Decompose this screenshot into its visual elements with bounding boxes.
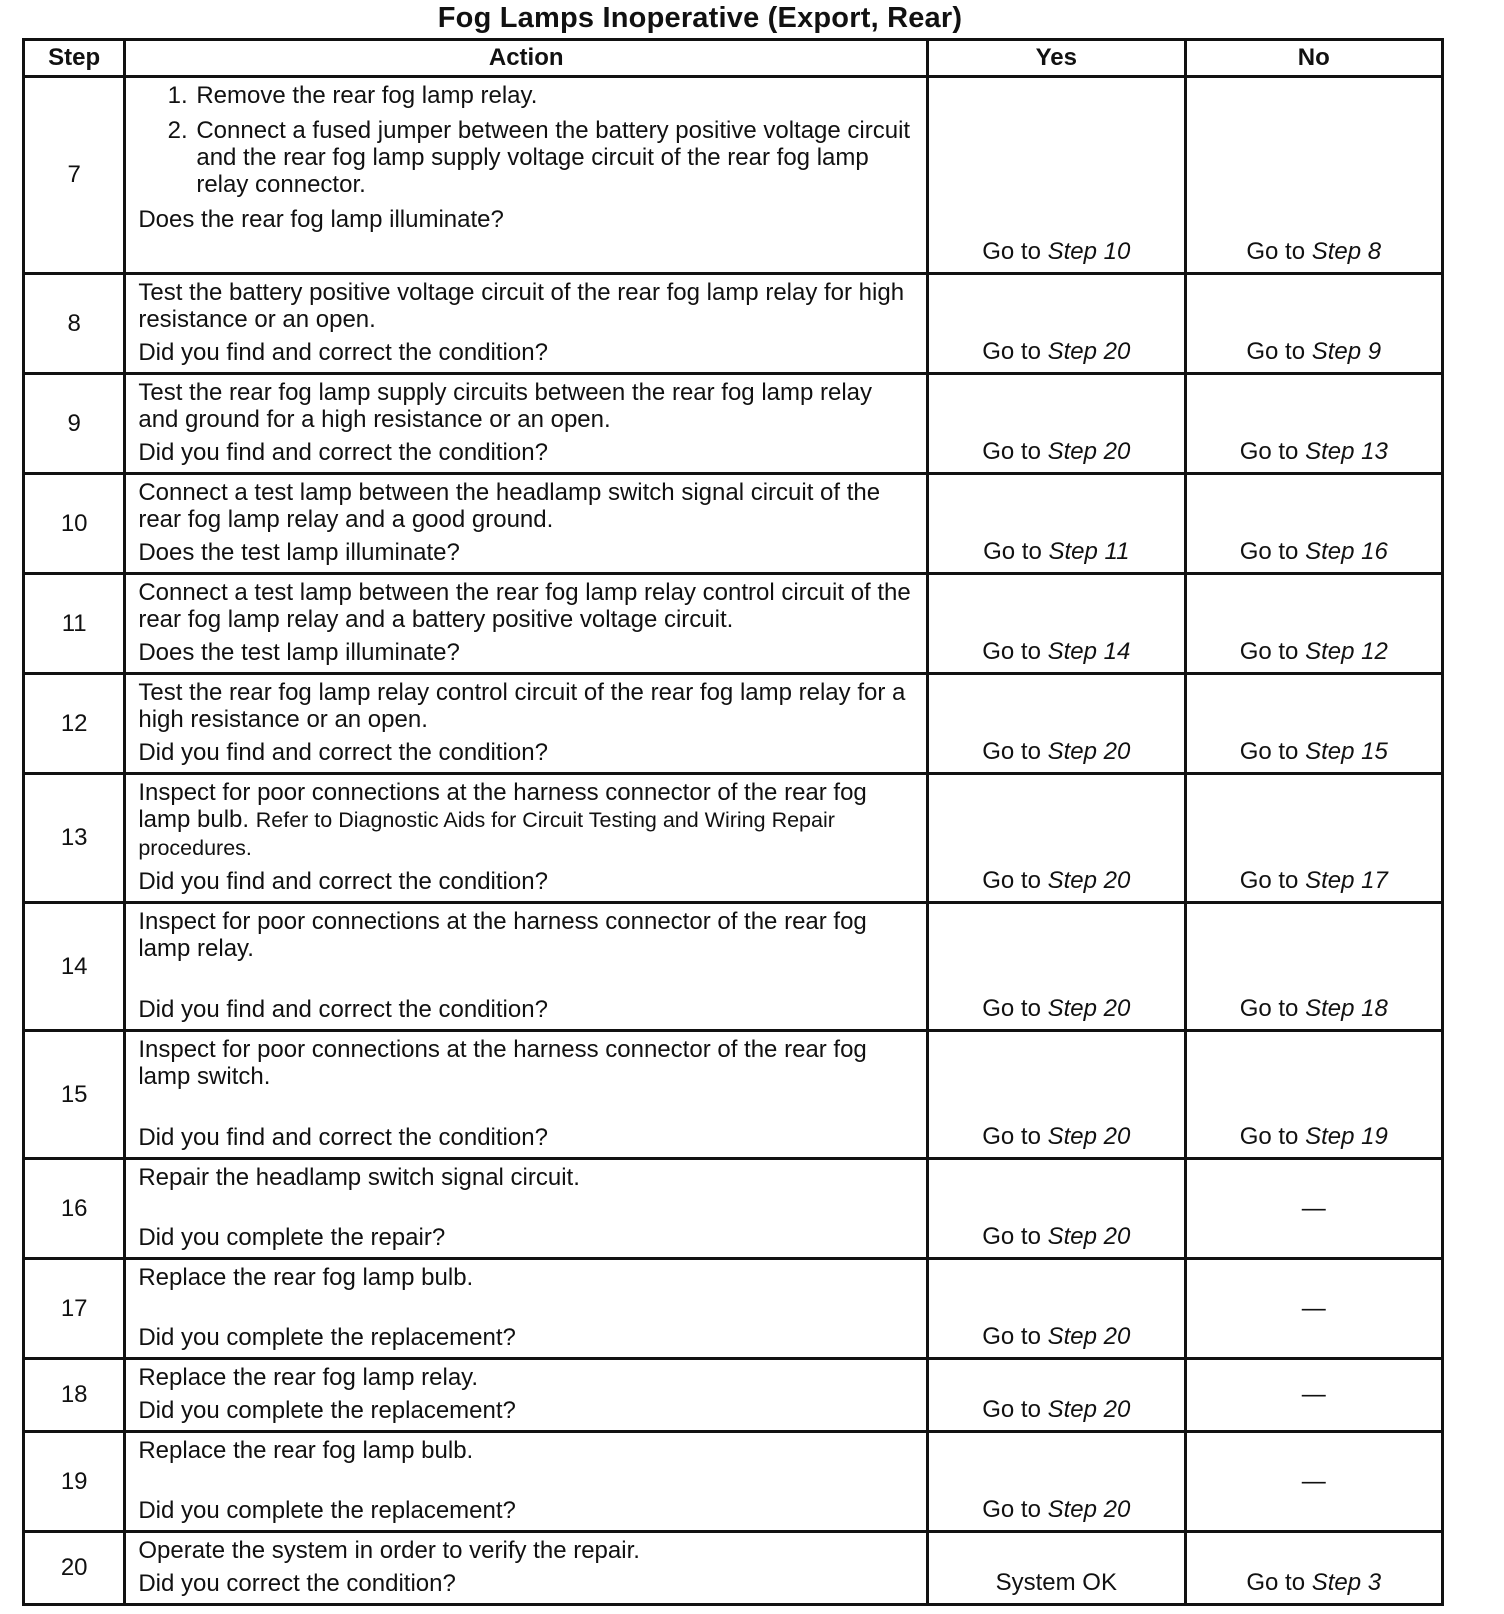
- table-row: [24, 1359, 1443, 1432]
- no-step-ref: Step 13: [1305, 438, 1388, 465]
- action-instruction: Replace the rear fog lamp relay.: [138, 1364, 479, 1391]
- yes-prefix: Go to: [982, 1123, 1048, 1150]
- action-question: Does the rear fog lamp illuminate?: [138, 206, 504, 233]
- step-number: 8: [24, 274, 125, 374]
- yes-cell: [928, 77, 1185, 274]
- no-cell: [1185, 374, 1442, 474]
- action-question: Did you correct the condition?: [138, 1570, 456, 1597]
- action-question: Did you find and correct the condition?: [138, 868, 548, 895]
- step-number: 13: [24, 774, 125, 903]
- no-prefix: Go to: [1239, 995, 1306, 1022]
- yes-cell: [928, 1031, 1185, 1159]
- yes-cell: [928, 774, 1185, 903]
- step-number: 7: [24, 77, 125, 274]
- table-row: [24, 374, 1443, 474]
- yes-step-ref: Step 20: [1047, 1123, 1131, 1150]
- yes-cell: [928, 374, 1185, 474]
- no-cell: [1185, 474, 1442, 574]
- yes-step-ref: Step 10: [1047, 238, 1131, 265]
- yes-prefix: Go to: [982, 1496, 1048, 1523]
- action-cell: [125, 903, 928, 1031]
- yes-step-ref: Step 20: [1047, 738, 1131, 765]
- action-step-item: 1. Remove the rear fog lamp relay.: [194, 82, 916, 109]
- action-question: Does the test lamp illuminate?: [138, 639, 460, 666]
- no-cell: [1185, 903, 1442, 1031]
- step-number: 9: [24, 374, 125, 474]
- header-yes: Yes: [928, 40, 1185, 77]
- action-instruction: Replace the rear fog lamp bulb.: [138, 1437, 474, 1464]
- no-step-ref: Step 18: [1305, 995, 1388, 1022]
- no-prefix: Go to: [1246, 238, 1312, 265]
- table-row: [24, 674, 1443, 774]
- header-no: No: [1185, 40, 1442, 77]
- action-instruction-text: Inspect for poor connections at the harness connector of the rear fog lamp bulb.: [138, 779, 867, 833]
- table-row: [24, 574, 1443, 674]
- yes-cell: [928, 474, 1185, 574]
- action-instruction: [138, 779, 916, 862]
- action-steps-list: [138, 82, 916, 198]
- table-row: [24, 77, 1443, 274]
- yes-step-ref: Step 20: [1047, 438, 1131, 465]
- no-prefix: Go to: [1239, 438, 1306, 465]
- no-cell: —: [1185, 1259, 1442, 1359]
- no-prefix: Go to: [1239, 538, 1306, 565]
- action-instruction: Test the battery positive voltage circuit of the rear fog lamp relay for high resistance or an open.: [138, 279, 905, 333]
- no-cell: [1185, 77, 1442, 274]
- no-cell: —: [1185, 1159, 1442, 1259]
- no-step-ref: Step 12: [1305, 638, 1388, 665]
- no-cell: [1185, 1031, 1442, 1159]
- no-step-ref: Step 8: [1311, 238, 1382, 265]
- action-step-item: 2. Connect a fused jumper between the battery positive voltage circuit and the rear fog lamp supply voltage circuit of the rear fog lamp relay connector.: [194, 117, 916, 198]
- no-prefix: Go to: [1239, 638, 1306, 665]
- no-prefix: Go to: [1239, 867, 1306, 894]
- yes-cell: [928, 1359, 1185, 1432]
- action-instruction: Operate the system in order to verify the repair.: [138, 1537, 640, 1564]
- no-step-ref: Step 17: [1305, 867, 1388, 894]
- no-cell: [1185, 1532, 1442, 1605]
- step-number: 10: [24, 474, 125, 574]
- yes-cell: [928, 1259, 1185, 1359]
- yes-cell: [928, 903, 1185, 1031]
- action-cell: [125, 274, 928, 374]
- yes-prefix: Go to: [982, 638, 1048, 665]
- table-row: [24, 1532, 1443, 1605]
- table-row: [24, 903, 1443, 1031]
- yes-step-ref: Step 11: [1048, 538, 1130, 565]
- header-step: Step: [24, 40, 125, 77]
- yes-cell: [928, 1159, 1185, 1259]
- yes-prefix: Go to: [982, 995, 1048, 1022]
- yes-prefix: Go to: [982, 238, 1048, 265]
- no-cell: [1185, 574, 1442, 674]
- yes-prefix: Go to: [982, 338, 1048, 365]
- yes-cell: [928, 1432, 1185, 1532]
- action-cell: [125, 1159, 928, 1259]
- yes-cell: System OK: [928, 1532, 1185, 1605]
- header-action: Action: [125, 40, 928, 77]
- no-prefix: Go to: [1239, 738, 1306, 765]
- action-cell: [125, 774, 928, 903]
- yes-step-ref: Step 20: [1047, 1323, 1131, 1350]
- action-question: Did you complete the repair?: [138, 1224, 446, 1251]
- table-row: [24, 1159, 1443, 1259]
- no-step-ref: Step 19: [1305, 1123, 1388, 1150]
- page-title: Fog Lamps Inoperative (Export, Rear): [437, 2, 963, 34]
- action-instruction: Test the rear fog lamp supply circuits between the rear fog lamp relay and ground for a high resistance or an open.: [138, 379, 873, 433]
- yes-prefix: Go to: [982, 738, 1048, 765]
- table-row: [24, 1259, 1443, 1359]
- action-cell: [125, 1359, 928, 1432]
- action-question: Did you find and correct the condition?: [138, 339, 548, 366]
- action-cell: [125, 1532, 928, 1605]
- action-question: Did you find and correct the condition?: [138, 739, 548, 766]
- yes-prefix: Go to: [982, 867, 1048, 894]
- no-cell: [1185, 274, 1442, 374]
- no-prefix: Go to: [1246, 1569, 1312, 1596]
- action-cell: [125, 1432, 928, 1532]
- action-cell: [125, 1031, 928, 1159]
- table-row: [24, 1432, 1443, 1532]
- yes-prefix: Go to: [982, 1396, 1048, 1423]
- yes-cell: [928, 574, 1185, 674]
- action-instruction: Inspect for poor connections at the harness connector of the rear fog lamp switch.: [138, 1036, 867, 1090]
- action-question: Did you find and correct the condition?: [138, 439, 548, 466]
- action-question: Did you complete the replacement?: [138, 1497, 516, 1524]
- table-row: [24, 1031, 1443, 1159]
- no-cell: [1185, 674, 1442, 774]
- action-cell: [125, 674, 928, 774]
- diagnostic-aids-reference: Refer to Diagnostic Aids for Circuit Testing and Wiring Repair procedures.: [138, 808, 835, 860]
- yes-step-ref: Step 20: [1047, 867, 1131, 894]
- action-instruction: Repair the headlamp switch signal circuit.: [138, 1164, 580, 1191]
- action-cell: [125, 574, 928, 674]
- header-row: [24, 40, 1443, 77]
- no-cell: —: [1185, 1359, 1442, 1432]
- no-step-ref: Step 15: [1305, 738, 1388, 765]
- step-number: 16: [24, 1159, 125, 1259]
- action-question: Did you find and correct the condition?: [138, 1124, 548, 1151]
- yes-prefix: Go to: [982, 438, 1048, 465]
- action-cell: [125, 77, 928, 274]
- step-number: 14: [24, 903, 125, 1031]
- step-number: 20: [24, 1532, 125, 1605]
- yes-cell: [928, 674, 1185, 774]
- yes-prefix: Go to: [982, 1223, 1048, 1250]
- table-row: [24, 774, 1443, 903]
- step-number: 15: [24, 1031, 125, 1159]
- yes-step-ref: Step 20: [1047, 1496, 1131, 1523]
- yes-step-ref: Step 20: [1047, 1223, 1131, 1250]
- table-row: [24, 274, 1443, 374]
- step-number: 12: [24, 674, 125, 774]
- action-question: Did you find and correct the condition?: [138, 996, 548, 1023]
- step-number: 18: [24, 1359, 125, 1432]
- action-question: Did you complete the replacement?: [138, 1397, 516, 1424]
- no-step-ref: Step 16: [1305, 538, 1388, 565]
- no-cell: —: [1185, 1432, 1442, 1532]
- yes-step-ref: Step 14: [1047, 638, 1131, 665]
- yes-step-ref: Step 20: [1047, 995, 1131, 1022]
- action-instruction: Inspect for poor connections at the harness connector of the rear fog lamp relay.: [138, 908, 867, 962]
- step-number: 17: [24, 1259, 125, 1359]
- yes-step-ref: Step 20: [1047, 1396, 1131, 1423]
- step-number: 19: [24, 1432, 125, 1532]
- diagnostic-table: [22, 38, 1444, 1606]
- step-number: 11: [24, 574, 125, 674]
- no-prefix: Go to: [1239, 1123, 1306, 1150]
- action-instruction: Replace the rear fog lamp bulb.: [138, 1264, 474, 1291]
- table-row: [24, 474, 1443, 574]
- action-instruction: Test the rear fog lamp relay control circuit of the rear fog lamp relay for a high resistance or an open.: [138, 679, 906, 733]
- no-prefix: Go to: [1246, 338, 1312, 365]
- yes-step-ref: Step 20: [1047, 338, 1131, 365]
- action-instruction: Connect a test lamp between the rear fog lamp relay control circuit of the rear fog lamp relay and a battery positive voltage circuit.: [138, 579, 911, 633]
- no-step-ref: Step 9: [1311, 338, 1382, 365]
- action-question: Does the test lamp illuminate?: [138, 539, 460, 566]
- action-cell: [125, 474, 928, 574]
- action-cell: [125, 1259, 928, 1359]
- yes-cell: [928, 274, 1185, 374]
- yes-prefix: Go to: [982, 1323, 1048, 1350]
- action-instruction: Connect a test lamp between the headlamp switch signal circuit of the rear fog lamp relay and a good ground.: [138, 479, 881, 533]
- no-cell: [1185, 774, 1442, 903]
- action-question: Did you complete the replacement?: [138, 1324, 516, 1351]
- yes-prefix: Go to: [983, 538, 1049, 565]
- no-step-ref: Step 3: [1311, 1569, 1382, 1596]
- action-cell: [125, 374, 928, 474]
